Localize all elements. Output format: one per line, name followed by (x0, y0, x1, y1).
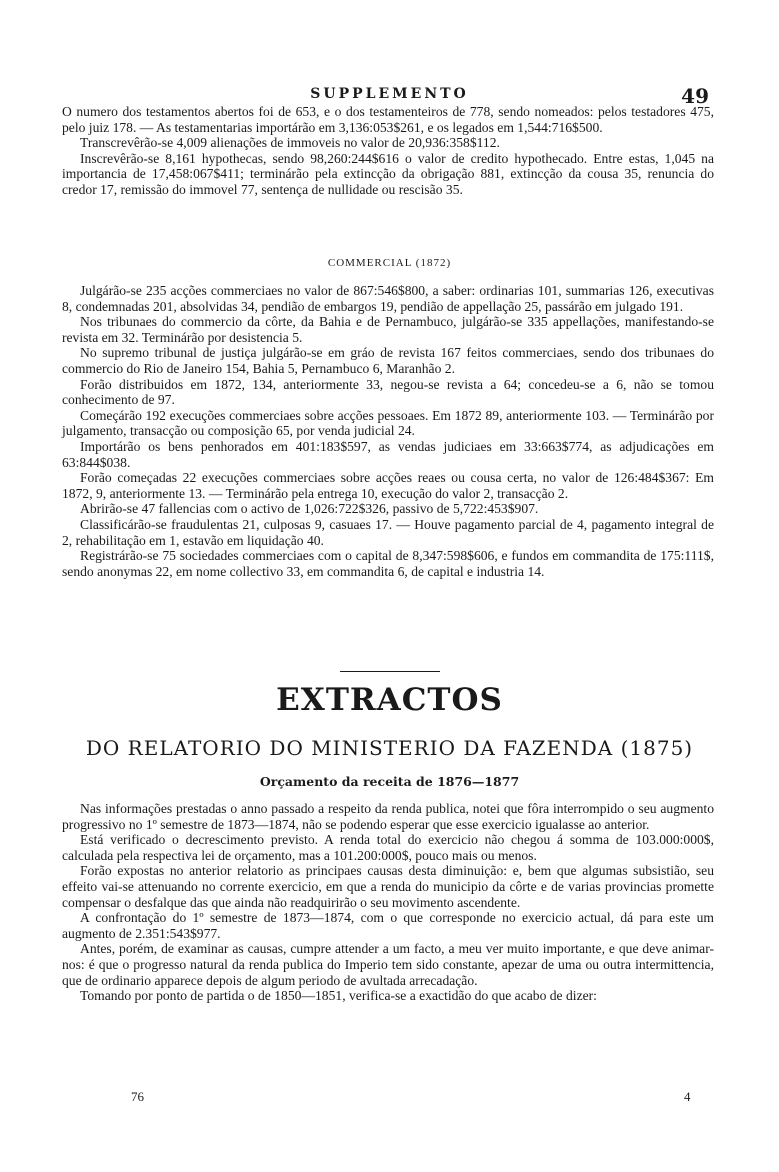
commercial-paragraph: Registrárão-se 75 sociedades commerciaes com o capital de 8,347:598$606, e fundos em commandita de 175:111$, sendo anonymas 22, em nome collectivo 33, em commandita 6, de capital e industria 14. (62, 548, 714, 579)
commercial-paragraph: Forão distribuidos em 1872, 134, anteriormente 33, negou-se revista a 64; concedeu-se a 6, não se tomou conhecimento de 97. (62, 376, 714, 408)
extractos-paragraph: Está verificado o decrescimento previsto. A renda total do exercicio não chegou á somma de 103.000:000$, calculada pela respectiva lei de orçamento, mas a 101.200:000$, pouco mais ou menos. (62, 832, 714, 863)
report-title: DO RELATORIO DO MINISTERIO DA FAZENDA (1875) (85, 736, 694, 760)
footer-right-mark: 4 (684, 1089, 691, 1104)
intro-paragraph: Transcrevêrão-se 4,009 alienações de immoveis no valor de 20,936:358$112. (80, 135, 500, 151)
commercial-paragraph: Forão começadas 22 execuções commerciaes sobre acções reaes ou cousa certa, no valor de 126:484$367: Em 1872, 9, anteriormente 13. — Terminárão pela entrega 10, execução do valor 2, transacção 2. (62, 470, 714, 501)
footer-left-mark: 76 (131, 1089, 144, 1104)
commercial-paragraph: Importárão os bens penhorados em 401:183$597, as vendas judiciaes em 33:663$774, as adjudicações em 63:844$038. (62, 438, 714, 470)
extractos-paragraph: Nas informações prestadas o anno passado a respeito da renda publica, notei que fôra interrompido o seu augmento progressivo no 1º semestre de 1873—1874, não se podendo esperar que esse exercicio igualasse ao anterior. (62, 801, 714, 832)
commercial-paragraph: No supremo tribunal de justiça julgárão-se em gráo de revista 167 feitos commerciaes, sendo dos tribunaes do commercio do Rio de Janeiro 154, Bahia 5, Pernambuco 6, Maranhão 2. (62, 345, 714, 376)
page-number: 49 (681, 84, 709, 108)
commercial-paragraph: Nos tribunaes do commercio da côrte, da Bahia e de Pernambuco, julgárão-se 335 appellações, manifestando-se revista em 32. Terminárão por desistencia 5. (62, 314, 714, 345)
commercial-paragraph: Julgárão-se 235 acções commerciaes no valor de 867:546$800, a saber: ordinarias 101, summarias 126, executivas 8, condemnadas 201, absolvidas 34, pendião de embargos 19, pendião de appellação 25, passárão em julgado 191. (62, 283, 714, 314)
section-title: Orçamento da receita de 1876—1877 (259, 774, 520, 789)
commercial-heading: COMMERCIAL (1872) (327, 257, 452, 269)
extractos-paragraph: Tomando por ponto de partida o de 1850—1851, verifica-se a exactidão do que acabo de dizer: (80, 988, 597, 1004)
extractos-paragraph: Forão expostas no anterior relatorio as principaes causas desta diminuição: e, bem que algumas subsistião, seu effeito vai-se attenuando no corrente exercicio, em que a renda do municipio da côrte e de varias provincias promette compensar o desfalque das que ainda não readquirirão o seu movimento ascendente. (62, 863, 714, 910)
section-divider (340, 671, 440, 672)
commercial-paragraph: Abrirão-se 47 fallencias com o activo de 1,026:722$326, passivo de 5,722:453$907. (80, 501, 539, 517)
extractos-title: EXTRACTOS (276, 682, 503, 718)
extractos-paragraph: Antes, porém, de examinar as causas, cumpre attender a um facto, a meu ver muito importante, e que deve animar-nos: é que o progresso natural da renda publica do Imperio tem sido constante, apezar de uma ou outra intermittencia, que de ordinario apparece depois de algum periodo de avultada arrecadação. (62, 941, 714, 988)
intro-paragraph: O numero dos testamentos abertos foi de 653, e o dos testamenteiros de 778, sendo nomeados: pelos testadores 475, pelo juiz 178. — As testamentarias importárão em 3,136:053$261, e os legados em 1,544:716$500. (62, 104, 714, 135)
commercial-section (62, 283, 714, 579)
running-header: SUPPLEMENTO (310, 86, 469, 102)
commercial-paragraph: Começárão 192 execuções commerciaes sobre acções pessoaes. Em 1872 89, anteriormente 103. — Terminárão por julgamento, transacção ou composição 65, por venda judicial 24. (62, 407, 714, 439)
extractos-paragraph: A confrontação do 1º semestre de 1873—1874, com o que corresponde no exercicio actual, dá para este um augmento de 2.351:543$977. (62, 910, 714, 941)
intro-section (62, 104, 714, 198)
commercial-paragraph: Classificárão-se fraudulentas 21, culposas 9, casuaes 17. — Houve pagamento parcial de 4, pagamento integral de 2, rehabilitação em 1, estavão em liquidação 40. (62, 516, 714, 548)
extractos-section (62, 801, 714, 1004)
intro-paragraph: Inscrevêrão-se 8,161 hypothecas, sendo 98,260:244$616 o valor de credito hypothecado. Entre estas, 1,045 na importancia de 17,458:067$411; terminárão pela extincção da obrigação 881, extincção da cousa 35, renuncia do credor 17, remissão do immovel 77, sentença de nullidade ou rescisão 35. (62, 150, 714, 197)
